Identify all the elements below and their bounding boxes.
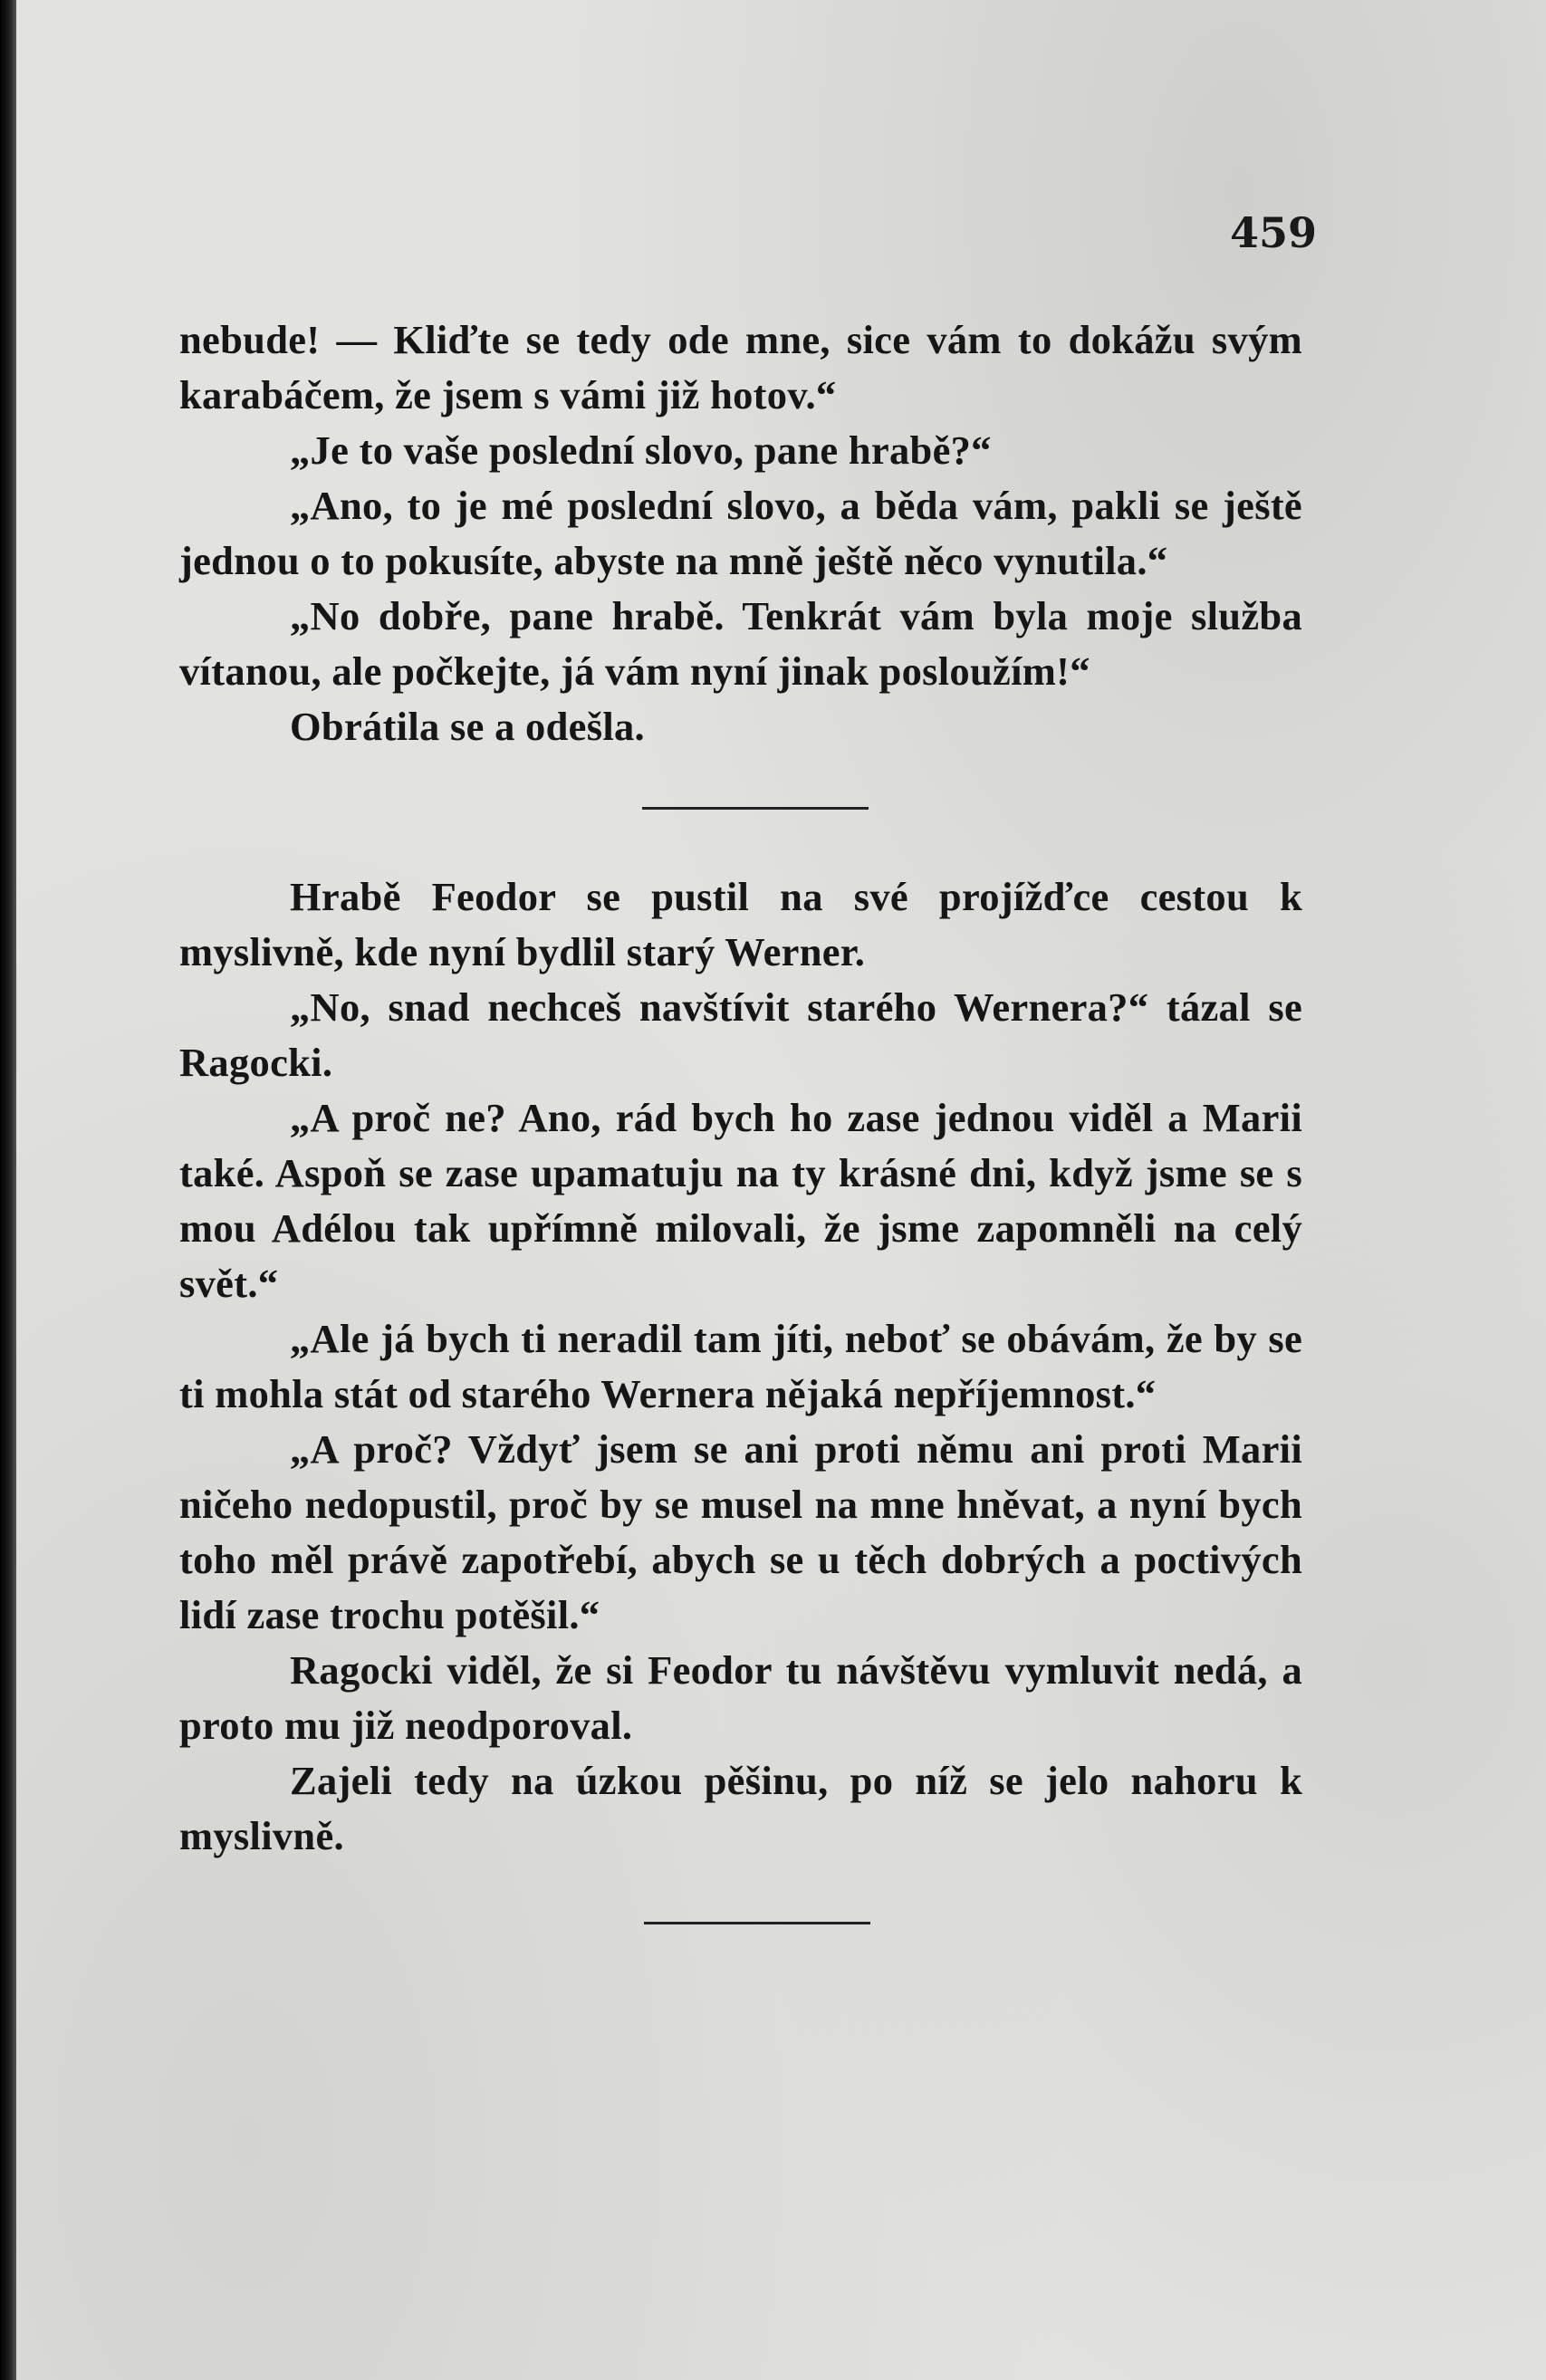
- paragraph: Zajeli tedy na úzkou pěšinu, po níž se jelo nahoru k myslivně.: [179, 1758, 1302, 1858]
- book-spine-shadow: [0, 0, 16, 2380]
- paragraph: Ragocki viděl, že si Feodor tu návštěvu vymluvit nedá, a proto mu již neodporoval.: [179, 1647, 1302, 1748]
- page-body: [179, 312, 1302, 1924]
- paragraph: „A proč ne? Ano, rád bych ho zase jednou viděl a Marii také. Aspoň se zase upamatuju na ty krásné dni, když jsme se s mou Adélou tak upřímně milovali, že jsme zapomněli na celý svět.“: [179, 1095, 1302, 1306]
- paragraph: „No dobře, pane hrabě. Tenkrát vám byla moje služba vítanou, ale počkejte, já vám nyní jinak posloužím!“: [179, 593, 1302, 694]
- paragraph: nebude! — Kliďte se tedy ode mne, sice vám to dokážu svým karabáčem, že jsem s vámi již hotov.“: [179, 317, 1302, 417]
- paragraph: „Ano, to je mé poslední slovo, a běda vám, pakli se ještě jednou o to pokusíte, abyste na mně ještě něco vynutila.“: [179, 483, 1302, 583]
- text-section-1: [179, 312, 1302, 754]
- paragraph: „A proč? Vždyť jsem se ani proti němu ani proti Marii ničeho nedopustil, proč by se musel na mne hněvat, a nyní bych toho měl právě zapotřebí, abych se u těch dobrých a poctivých lidí zase trochu potěšil.“: [179, 1426, 1302, 1637]
- book-page: [16, 0, 1546, 2380]
- text-section-2: [179, 869, 1302, 1864]
- paragraph: Obrátila se a odešla.: [290, 704, 645, 749]
- section-divider-rule: [642, 807, 869, 810]
- paragraph: „Ale já bych ti neradil tam jíti, neboť se obávám, že by se ti mohla stát od starého Wernera nějaká nepříjemnost.“: [179, 1316, 1302, 1416]
- section-end-rule: [644, 1922, 870, 1924]
- paragraph: „No, snad nechceš navštívit starého Wernera?“ tázal se Ragocki.: [179, 984, 1302, 1085]
- paragraph: „Je to vaše poslední slovo, pane hrabě?“: [290, 427, 992, 473]
- paragraph: Hrabě Feodor se pustil na své projížďce cestou k myslivně, kde nyní bydlil starý Werner.: [179, 874, 1302, 974]
- page-number: 459: [1230, 208, 1318, 257]
